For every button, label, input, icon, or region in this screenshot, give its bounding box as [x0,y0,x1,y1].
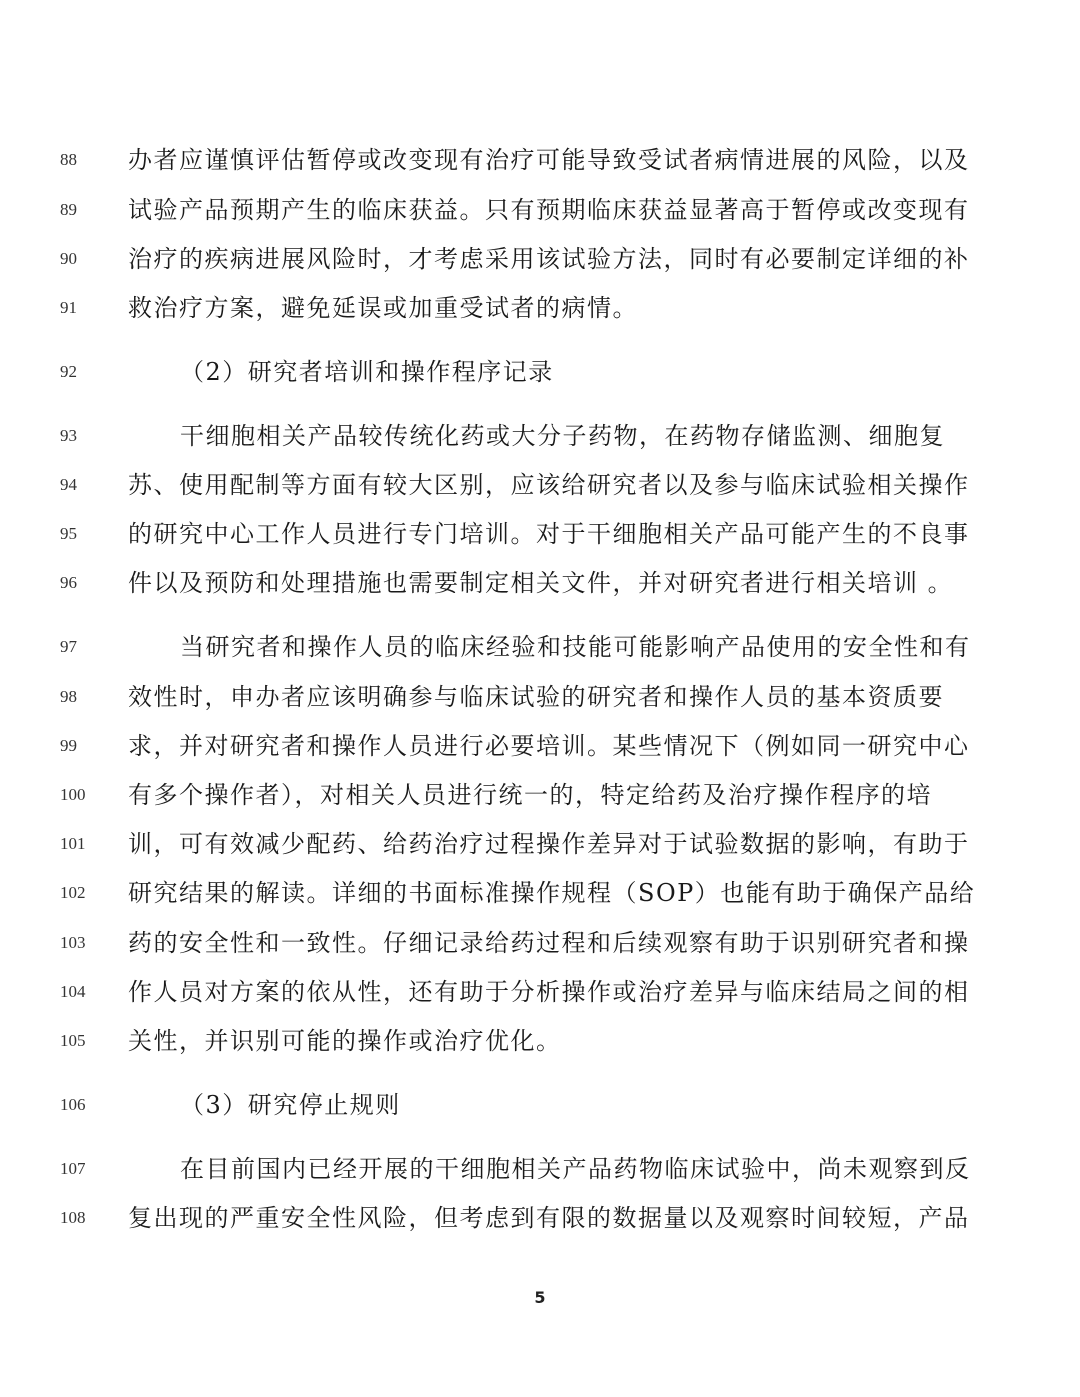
line-text: 关性，并识别可能的操作或治疗优化。 [128,1027,562,1055]
line-text: 办者应谨慎评估暂停或改变现有治疗可能导致受试者病情进展的风险，以及 [128,146,970,174]
text-line-107 [0,1149,1080,1189]
text-line-96 [0,563,1080,603]
line-number: 90 [60,249,77,268]
line-number: 92 [60,362,77,381]
line-number: 98 [60,687,77,706]
section-heading: （3）研究停止规则 [180,1091,401,1119]
line-text: 干细胞相关产品较传统化药或大分子药物，在药物存储监测、细胞复 [180,422,945,450]
text-line-88 [0,140,1080,180]
line-number: 107 [60,1159,86,1178]
line-text: 药的安全性和一致性。仔细记录给药过程和后续观察有助于识别研究者和操 [128,929,970,957]
text-line-101 [0,824,1080,864]
text-line-97 [0,627,1080,667]
text-line-91 [0,288,1080,328]
text-line-104 [0,972,1080,1012]
line-number: 95 [60,524,77,543]
text-line-94 [0,465,1080,505]
line-number: 106 [60,1095,86,1114]
line-text: 研究结果的解读。详细的书面标准操作规程（SOP）也能有助于确保产品给 [128,879,976,907]
line-text: 试验产品预期产生的临床获益。只有预期临床获益显著高于暂停或改变现有 [128,196,970,224]
line-text: 的研究中心工作人员进行专门培训。对于干细胞相关产品可能产生的不良事 [128,520,970,548]
line-text: 当研究者和操作人员的临床经验和技能可能影响产品使用的安全性和有 [180,633,971,661]
text-line-108 [0,1198,1080,1238]
line-text: 作人员对方案的依从性，还有助于分析操作或治疗差异与临床结局之间的相 [128,978,970,1006]
text-line-95 [0,514,1080,554]
line-text: 有多个操作者），对相关人员进行统一的，特定给药及治疗操作程序的培 [128,781,932,809]
line-number: 93 [60,426,77,445]
section-heading: （2）研究者培训和操作程序记录 [180,358,554,386]
line-number: 102 [60,883,86,902]
text-line-106 [0,1085,1080,1125]
line-number: 105 [60,1031,86,1050]
line-number: 108 [60,1208,86,1227]
line-number: 89 [60,200,77,219]
text-line-90 [0,239,1080,279]
line-text: 训，可有效减少配药、给药治疗过程操作差异对于试验数据的影响，有助于 [128,830,970,858]
text-line-92 [0,352,1080,392]
line-number: 88 [60,150,77,169]
line-number: 100 [60,785,86,804]
text-line-100 [0,775,1080,815]
line-number: 99 [60,736,77,755]
line-number: 96 [60,573,77,592]
line-text: 治疗的疾病进展风险时，才考虑采用该试验方法，同时有必要制定详细的补 [128,245,970,273]
line-text: 在目前国内已经开展的干细胞相关产品药物临床试验中，尚未观察到反 [180,1155,971,1183]
line-number: 94 [60,475,77,494]
text-line-89 [0,190,1080,230]
line-text: 效性时，申办者应该明确参与临床试验的研究者和操作人员的基本资质要 [128,683,944,711]
line-number: 91 [60,298,77,317]
text-line-93 [0,416,1080,456]
page-number: 5 [534,1288,546,1307]
line-text: 苏、使用配制等方面有较大区别，应该给研究者以及参与临床试验相关操作 [128,471,970,499]
line-number: 104 [60,982,86,1001]
text-line-102 [0,873,1080,913]
line-text: 复出现的严重安全性风险，但考虑到有限的数据量以及观察时间较短，产品 [128,1204,970,1232]
text-line-99 [0,726,1080,766]
text-line-98 [0,677,1080,717]
line-text: 救治疗方案，避免延误或加重受试者的病情。 [128,294,638,322]
line-text: 件以及预防和处理措施也需要制定相关文件，并对研究者进行相关培训 。 [128,569,954,597]
line-number: 101 [60,834,86,853]
text-line-105 [0,1021,1080,1061]
line-number: 97 [60,637,77,656]
line-text: 求，并对研究者和操作人员进行必要培训。某些情况下（例如同一研究中心 [128,732,970,760]
text-line-103 [0,923,1080,963]
line-number: 103 [60,933,86,952]
